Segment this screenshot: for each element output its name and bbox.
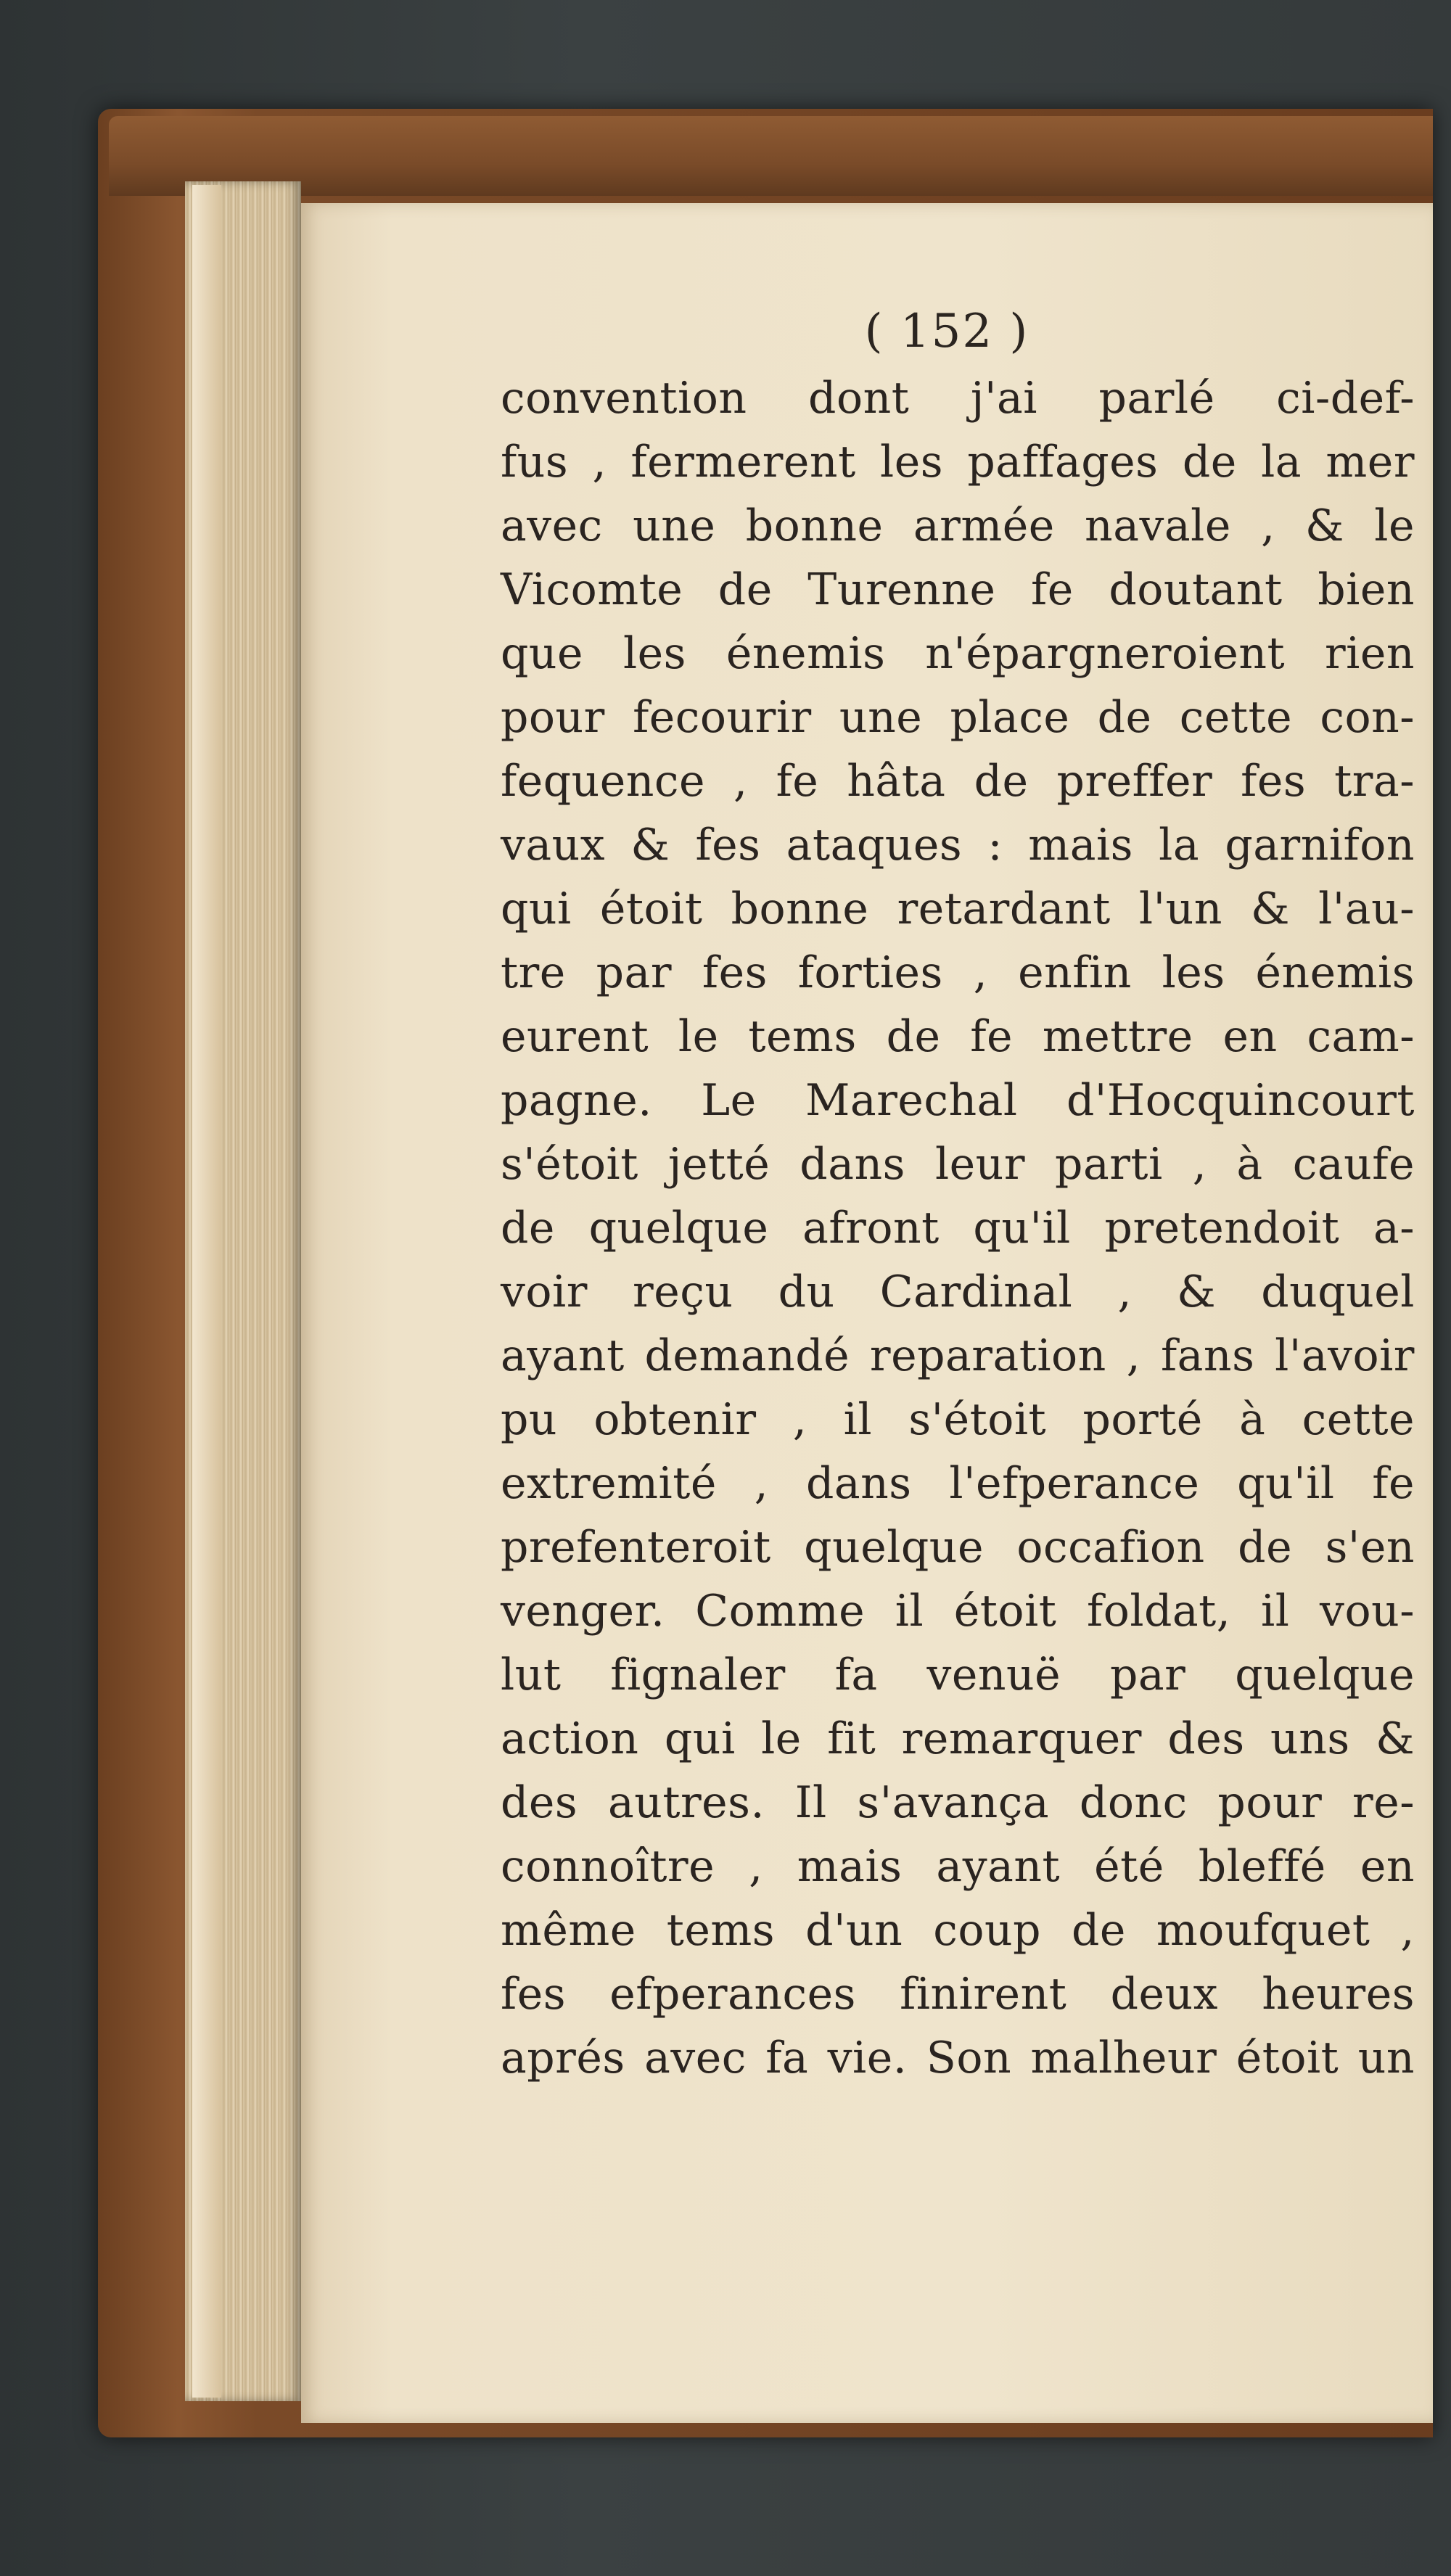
text-line: qui étoit bonne retardant l'un & l'au- bbox=[501, 884, 1415, 934]
text-line: extremité , dans l'efperance qu'il fe bbox=[501, 1458, 1415, 1509]
text-line: fus , fermerent les paffages de la mer bbox=[501, 437, 1415, 487]
text-line: pu obtenir , il s'étoit porté à cette bbox=[501, 1394, 1415, 1445]
text-line: eurent le tems de fe mettre en cam- bbox=[501, 1011, 1415, 1062]
book-cover-top-edge bbox=[109, 116, 1433, 196]
page-number: ( 152 ) bbox=[864, 305, 1029, 358]
text-line: venger. Comme il étoit foldat, il vou- bbox=[501, 1586, 1415, 1637]
text-line: convention dont j'ai parlé ci-def- bbox=[501, 373, 1415, 424]
text-line: des autres. Il s'avança donc pour re- bbox=[501, 1777, 1415, 1828]
text-line: avec une bonne armée navale , & le bbox=[501, 501, 1415, 551]
page-text bbox=[501, 366, 1415, 2090]
text-line: prefenteroit quelque occafion de s'en bbox=[501, 1522, 1415, 1573]
text-line: de quelque afront qu'il pretendoit a- bbox=[501, 1203, 1415, 1254]
text-line: action qui le fit remarquer des uns & bbox=[501, 1713, 1415, 1764]
text-line: que les énemis n'épargneroient rien bbox=[501, 628, 1415, 679]
text-line: s'étoit jetté dans leur parti , à caufe bbox=[501, 1139, 1415, 1190]
text-line: pagne. Le Marechal d'Hocquincourt bbox=[501, 1075, 1415, 1126]
text-line: Vicomte de Turenne fe doutant bien bbox=[501, 564, 1415, 615]
page-edges-highlight bbox=[192, 185, 221, 2398]
text-line: pour fecourir une place de cette con- bbox=[501, 692, 1415, 743]
text-line: voir reçu du Cardinal , & duquel bbox=[501, 1267, 1415, 1317]
text-line: connoître , mais ayant été bleffé en bbox=[501, 1841, 1415, 1892]
text-line: fes efperances finirent deux heures bbox=[501, 1969, 1415, 2020]
text-line: tre par fes forties , enfin les énemis bbox=[501, 947, 1415, 998]
text-line: aprés avec fa vie. Son malheur étoit un bbox=[501, 2033, 1415, 2083]
text-line: fequence , fe hâta de preffer fes tra- bbox=[501, 756, 1415, 807]
text-line: vaux & fes ataques : mais la garnifon bbox=[501, 820, 1415, 871]
text-line: ayant demandé reparation , fans l'avoir bbox=[501, 1330, 1415, 1381]
text-line: même tems d'un coup de moufquet , bbox=[501, 1905, 1415, 1956]
text-line: lut fignaler fa venuë par quelque bbox=[501, 1650, 1415, 1700]
